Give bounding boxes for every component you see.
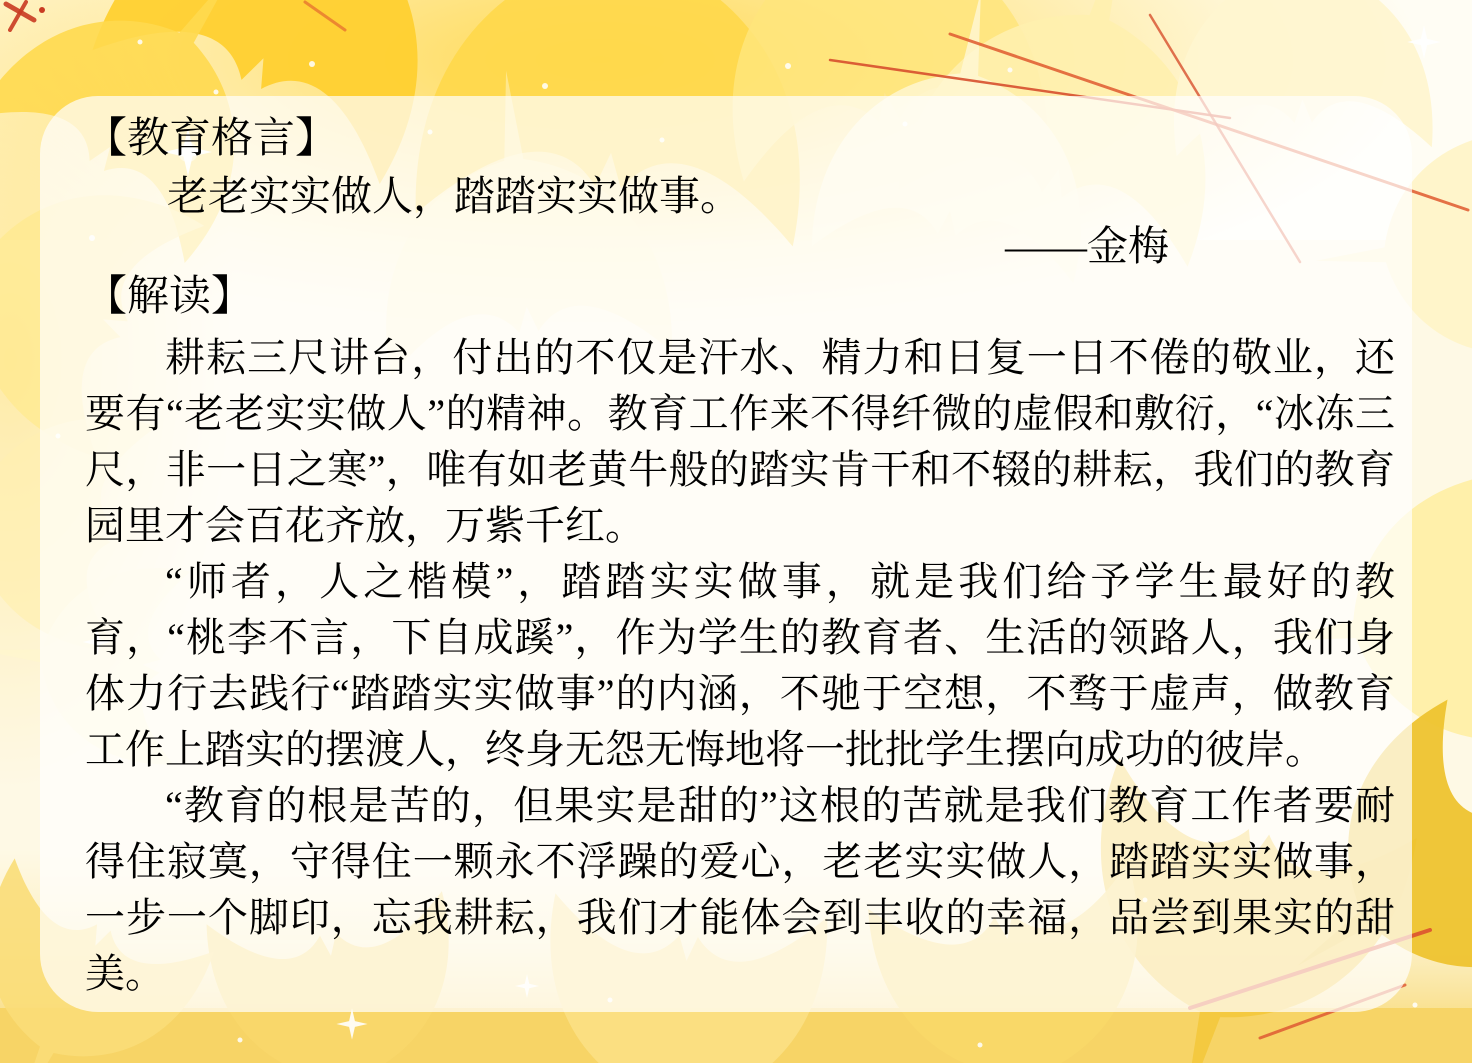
interpretation-paragraph: “师者，人之楷模”，踏踏实实做事，就是我们给予学生最好的教育，“桃李不言，下自成蹊”，作为学生的教育者、生活的领路人，我们身体力行去践行“踏踏实实做事”的内涵，不驰于空想，不骛于虚声，做教育工作上踏实的摆渡人，终身无怨无悔地将一批批学生摆向成功的彼岸。 <box>85 559 1395 772</box>
maxim-heading: 【教育格言】 <box>85 116 338 162</box>
interpretation-paragraph: “教育的根是苦的，但果实是甜的”这根的苦就是我们教育工作者要耐得住寂寞，守得住一颗永不浮躁的爱心，老老实实做人，踏踏实实做事，一步一个脚印，忘我耕耘，我们才能体会到丰收的幸福，品尝到果实的甜美。 <box>85 783 1395 996</box>
maxim-text: 老老实实做人，踏踏实实做事。 <box>167 173 741 219</box>
document-content <box>85 110 1395 1002</box>
interpretation-body <box>85 330 1395 1002</box>
interpretation-paragraph: 耕耘三尺讲台，付出的不仅是汗水、精力和日复一日不倦的敬业，还要有“老老实实做人”的精神。教育工作来不得纤微的虚假和敷衍，“冰冻三尺，非一日之寒”，唯有如老黄牛般的踏实肯干和不辍的耕耘，我们的教育园里才会百花齐放，万紫千红。 <box>85 335 1395 548</box>
maxim-attribution: ——金梅 <box>1005 223 1169 269</box>
interpretation-heading: 【解读】 <box>85 274 254 320</box>
